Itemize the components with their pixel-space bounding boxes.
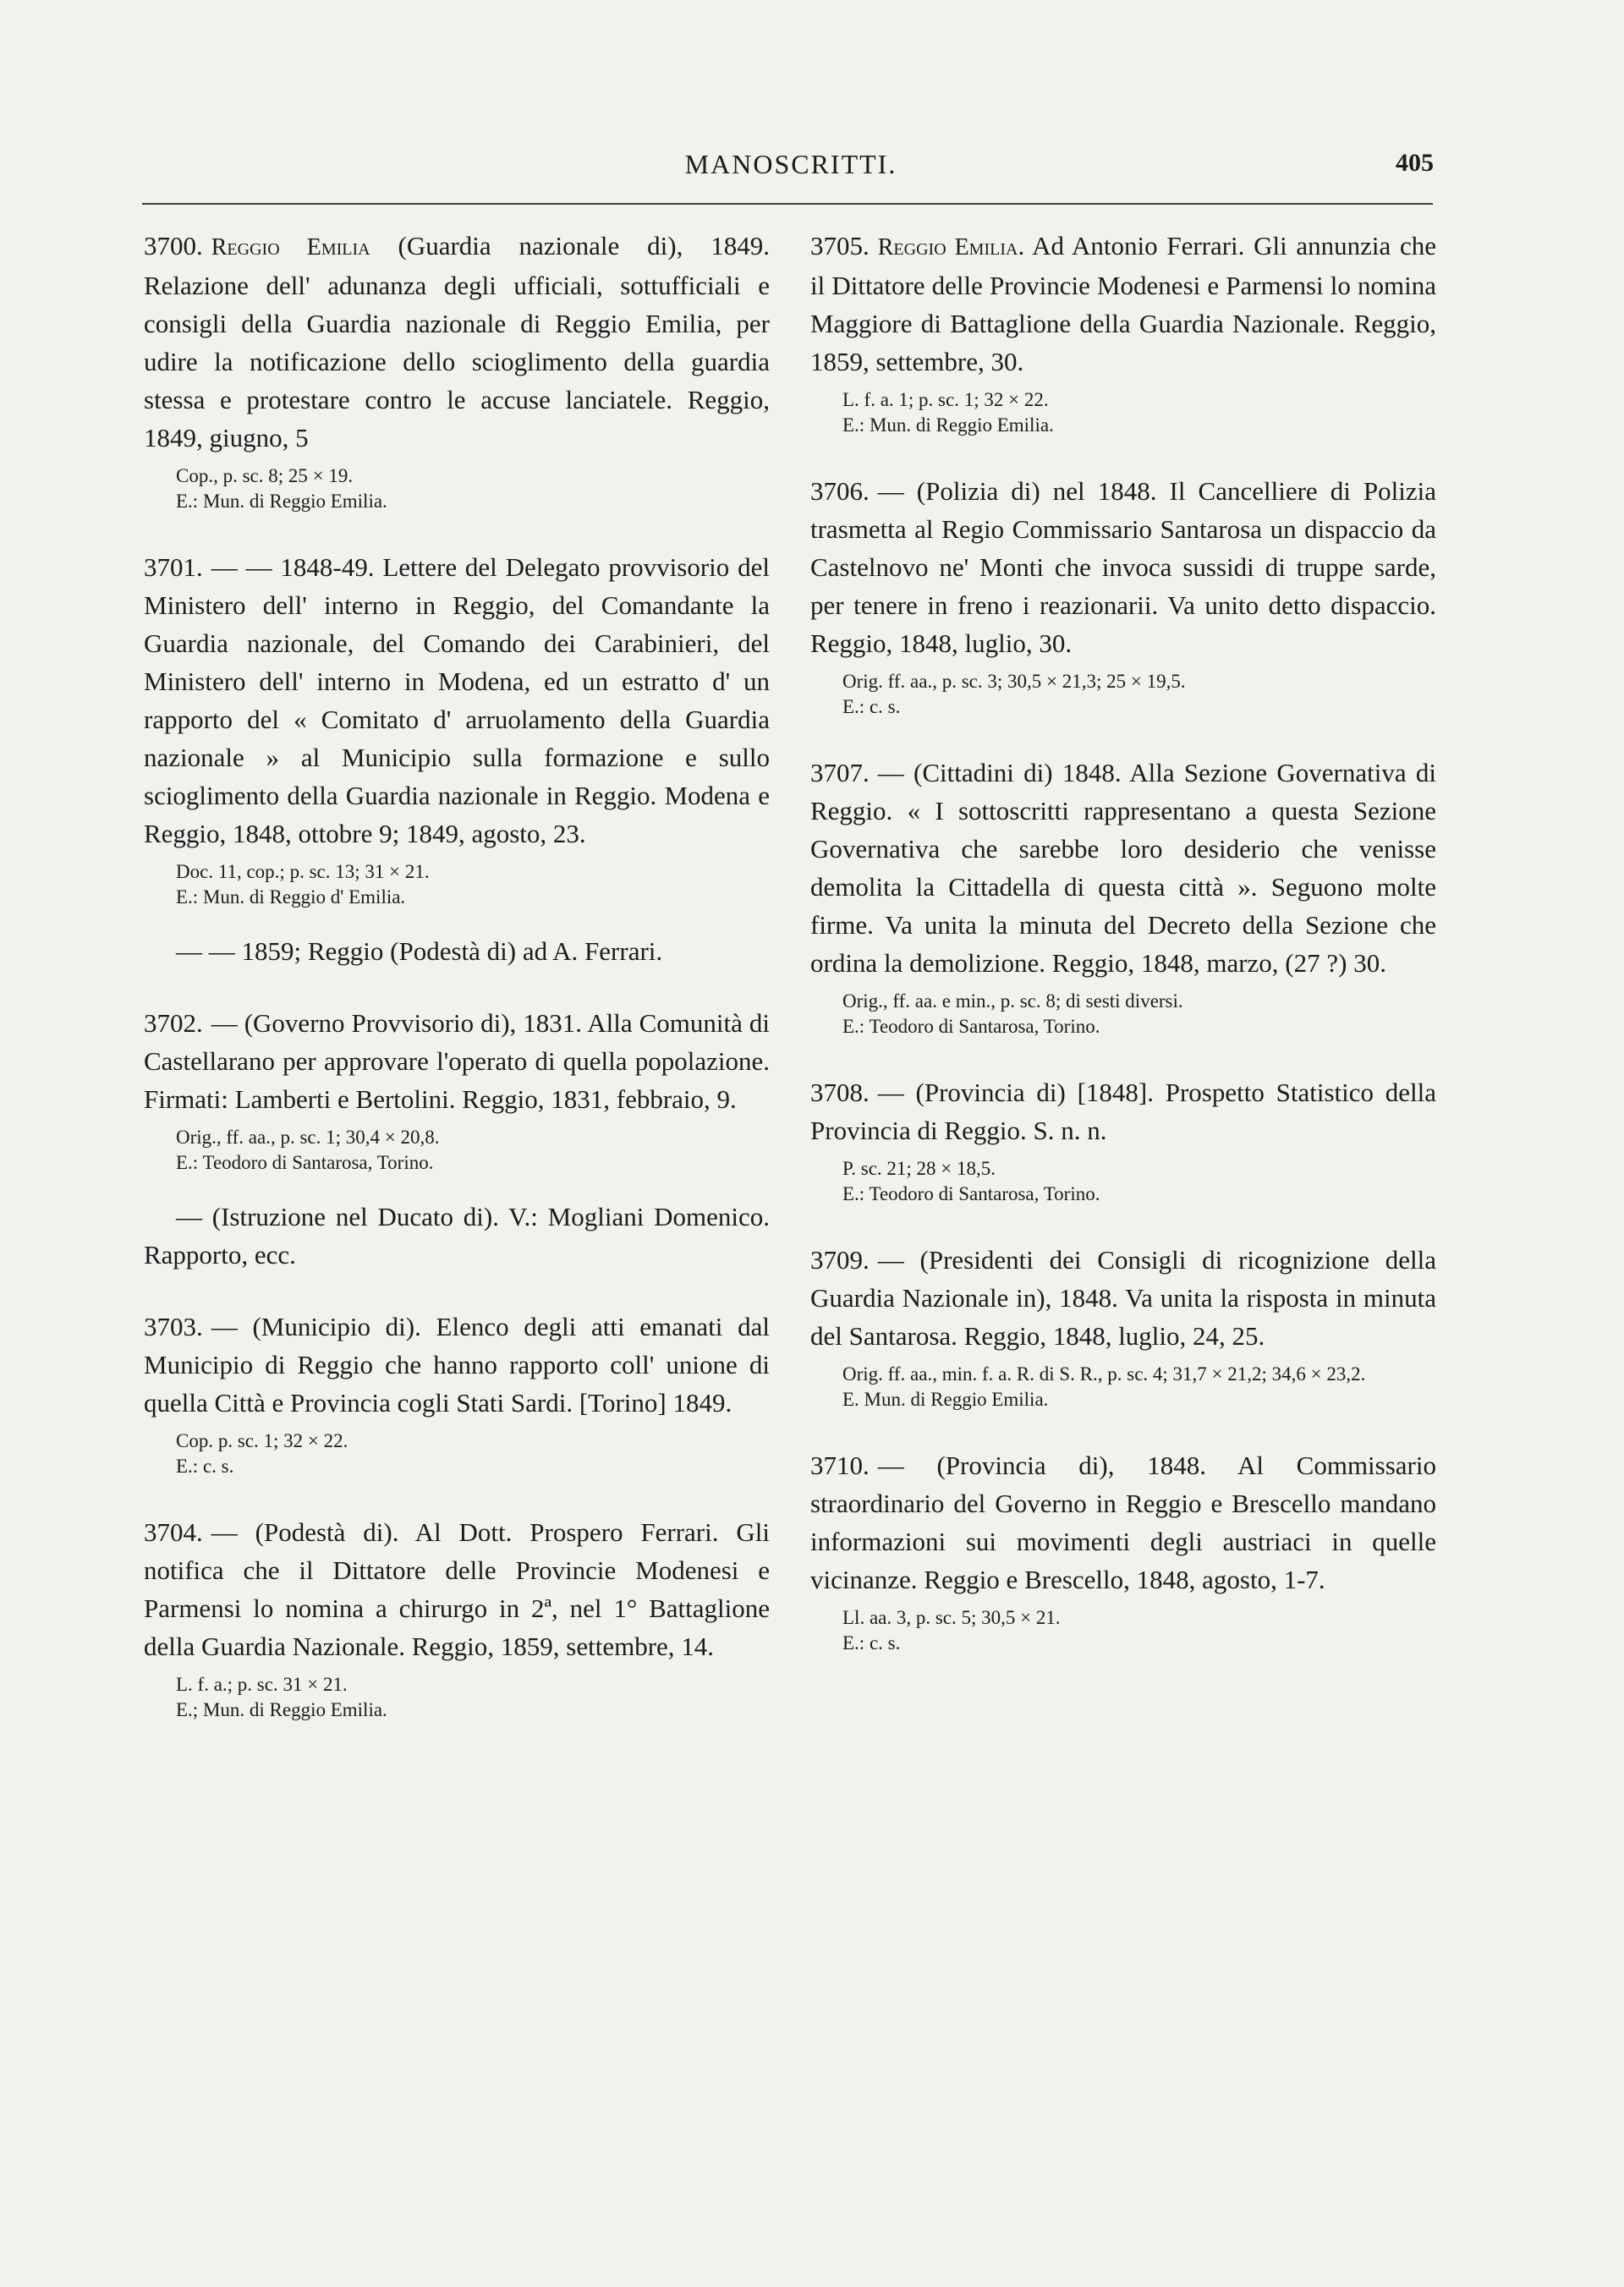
catalog-entry-3708 <box>810 1073 1436 1207</box>
entry-description: L. f. a. 1; p. sc. 1; 32 × 22. <box>842 389 1049 410</box>
catalog-entry-3703 <box>144 1308 770 1479</box>
entry-number: 3700. <box>144 231 203 261</box>
entry-provenance: E.: Teodoro di Santarosa, Torino. <box>842 1016 1100 1037</box>
entry-body <box>810 754 1436 982</box>
left-column <box>144 227 770 1723</box>
entry-number: 3701. <box>144 552 203 582</box>
catalog-entry-3700 <box>144 227 770 514</box>
entry-meta <box>842 1362 1436 1412</box>
entry-body <box>144 1513 770 1665</box>
entry-body <box>144 1198 770 1274</box>
entry-provenance: E.: Mun. di Reggio Emilia. <box>842 414 1054 436</box>
entry-text: — — 1859; Reggio (Podestà di) ad A. Ferrari. <box>176 936 663 966</box>
entry-body <box>144 1308 770 1422</box>
entry-text: — (Cittadini di) 1848. Alla Sezione Governativa di Reggio. « I sottoscritti rappresentano a questa Sezione Governativa che sarebbe loro desiderio che venisse demolita la Cittadella di questa città ». Seguono molte firme. Va unita la minuta del Decreto della Sezione che ordina la demolizione. Reggio, 1848, marzo, (27 ?) 30. <box>810 758 1436 978</box>
entry-number: 3710. <box>810 1451 870 1480</box>
entry-body <box>144 548 770 853</box>
entry-provenance: E. Mun. di Reggio Emilia. <box>842 1389 1049 1410</box>
entry-description: Ll. aa. 3, p. sc. 5; 30,5 × 21. <box>842 1607 1061 1628</box>
catalog-entry-3704 <box>144 1513 770 1723</box>
entry-number: 3707. <box>810 758 870 787</box>
entry-text: — (Podestà di). Al Dott. Prospero Ferrari. Gli notifica che il Dittatore delle Provincie Modenesi e Parmensi lo nomina a chirurgo in 2ª, nel 1° Battaglione della Guardia Nazionale. Reggio, 1859, settembre, 14. <box>144 1517 770 1661</box>
catalog-entry-3709 <box>810 1241 1436 1412</box>
entry-body <box>810 1241 1436 1355</box>
entry-provenance: E.: Mun. di Reggio d' Emilia. <box>176 886 406 908</box>
cross-reference-istruzione <box>144 1198 770 1274</box>
entry-description: Cop., p. sc. 8; 25 × 19. <box>176 465 354 486</box>
catalog-entry-3710 <box>810 1446 1436 1656</box>
entry-provenance: E.: c. s. <box>842 1632 901 1654</box>
right-column <box>810 227 1436 1656</box>
running-head <box>148 149 1434 189</box>
entry-body <box>810 227 1436 381</box>
entry-place: Reggio Emilia <box>211 234 370 261</box>
entry-number: 3708. <box>810 1078 870 1107</box>
header-rule <box>142 203 1433 205</box>
entry-body <box>144 227 770 457</box>
entry-place: Reggio Emilia <box>877 234 1018 261</box>
entry-body <box>144 1004 770 1118</box>
entry-number: 3703. <box>144 1312 203 1341</box>
entry-text: — (Governo Provvisorio di), 1831. Alla Comunità di Castellarano per approvare l'operato di quella popolazione. Firmati: Lamberti e Bertolini. Reggio, 1831, febbraio, 9. <box>144 1008 770 1114</box>
entry-meta <box>842 989 1436 1039</box>
entry-number: 3704. <box>144 1517 203 1547</box>
entry-text: — (Presidenti dei Consigli di ricognizione della Guardia Nazionale in), 1848. Va unita la risposta in minuta del Santarosa. Reggio, 1848, luglio, 24, 25. <box>810 1245 1436 1351</box>
entry-text: — (Provincia di), 1848. Al Commissario straordinario del Governo in Reggio e Brescello mandano informazioni sui movimenti degli austriaci in quelle vicinanze. Reggio e Brescello, 1848, agosto, 1-7. <box>810 1451 1436 1594</box>
entry-description: Cop. p. sc. 1; 32 × 22. <box>176 1430 348 1451</box>
entry-description: P. sc. 21; 28 × 18,5. <box>842 1158 996 1179</box>
entry-text: — (Istruzione nel Ducato di). V.: Mogliani Domenico. Rapporto, ecc. <box>144 1202 770 1270</box>
entry-meta <box>176 1125 770 1176</box>
catalog-entry-3701 <box>144 548 770 910</box>
entry-meta <box>842 387 1436 438</box>
page-number: 405 <box>1396 149 1434 177</box>
entry-number: 3705. <box>810 231 870 261</box>
entry-number: 3709. <box>810 1245 870 1275</box>
entry-text: . Ad Antonio Ferrari. Gli annunzia che il Dittatore delle Provincie Modenesi e Parmensi lo nomina Maggiore di Battaglione della Guardia Nazionale. Reggio, 1859, settembre, 30. <box>810 231 1436 376</box>
catalog-entry-3707 <box>810 754 1436 1039</box>
entry-provenance: E.: c. s. <box>176 1456 234 1477</box>
entry-body <box>810 1446 1436 1599</box>
catalog-entry-3702 <box>144 1004 770 1176</box>
entry-text: (Guardia nazionale di), 1849. Relazione dell' adunanza degli ufficiali, sottufficiali e consigli della Guardia nazionale di Reggio Emilia, per udire la notificazione dello scioglimento della guardia stessa e protestare contro le accuse lanciatele. Reggio, 1849, giugno, 5 <box>144 231 770 452</box>
entry-text: — (Provincia di) [1848]. Prospetto Statistico della Provincia di Reggio. S. n. n. <box>810 1078 1436 1145</box>
entry-meta <box>176 1672 770 1723</box>
entry-description: Doc. 11, cop.; p. sc. 13; 31 × 21. <box>176 861 430 882</box>
entry-description: Orig., ff. aa. e min., p. sc. 8; di sesti diversi. <box>842 990 1183 1012</box>
entry-description: Orig. ff. aa., p. sc. 3; 30,5 × 21,3; 25 × 19,5. <box>842 671 1186 692</box>
entry-meta <box>842 1605 1436 1656</box>
entry-meta <box>176 1429 770 1479</box>
entry-body <box>810 472 1436 662</box>
entry-description: Orig., ff. aa., p. sc. 1; 30,4 × 20,8. <box>176 1127 440 1148</box>
entry-provenance: E.: Mun. di Reggio Emilia. <box>176 491 387 512</box>
entry-provenance: E.; Mun. di Reggio Emilia. <box>176 1699 387 1720</box>
running-head-title: MANOSCRITTI. <box>684 149 897 179</box>
entry-provenance: E.: Teodoro di Santarosa, Torino. <box>842 1183 1100 1204</box>
catalog-entry-3705 <box>810 227 1436 438</box>
entry-text: — (Municipio di). Elenco degli atti emanati dal Municipio di Reggio che hanno rapporto coll' unione di quella Città e Provincia cogli Stati Sardi. [Torino] 1849. <box>144 1312 770 1418</box>
cross-reference-1859 <box>144 932 770 970</box>
entry-body <box>810 1073 1436 1149</box>
entry-description: L. f. a.; p. sc. 31 × 21. <box>176 1674 348 1695</box>
entry-meta <box>176 859 770 910</box>
entry-body <box>144 932 770 970</box>
entry-description: Orig. ff. aa., min. f. a. R. di S. R., p. sc. 4; 31,7 × 21,2; 34,6 × 23,2. <box>842 1363 1366 1385</box>
entry-provenance: E.: Teodoro di Santarosa, Torino. <box>176 1152 434 1173</box>
entry-text: — — 1848-49. Lettere del Delegato provvisorio del Ministero dell' interno in Reggio, del Comandante la Guardia nazionale, del Comando dei Carabinieri, del Ministero dell' interno in Modena, ed un estratto d' un rapporto del « Comitato d' arruolamento della Guardia nazionale » al Municipio sulla formazione e sullo scioglimento della Guardia nazionale in Reggio. Modena e Reggio, 1848, ottobre 9; 1849, agosto, 23. <box>144 552 770 848</box>
entry-number: 3706. <box>810 476 870 506</box>
entry-meta <box>176 463 770 514</box>
entry-number: 3702. <box>144 1008 203 1038</box>
catalog-entry-3706 <box>810 472 1436 720</box>
entry-meta <box>842 1156 1436 1207</box>
entry-provenance: E.: c. s. <box>842 696 901 717</box>
entry-text: — (Polizia di) nel 1848. Il Cancelliere di Polizia trasmetta al Regio Commissario Santarosa un dispaccio da Castelnovo ne' Monti che invoca sussidi di truppe sarde, per tenere in freno i reazionarii. Va unito detto dispaccio. Reggio, 1848, luglio, 30. <box>810 476 1436 658</box>
entry-meta <box>842 669 1436 720</box>
